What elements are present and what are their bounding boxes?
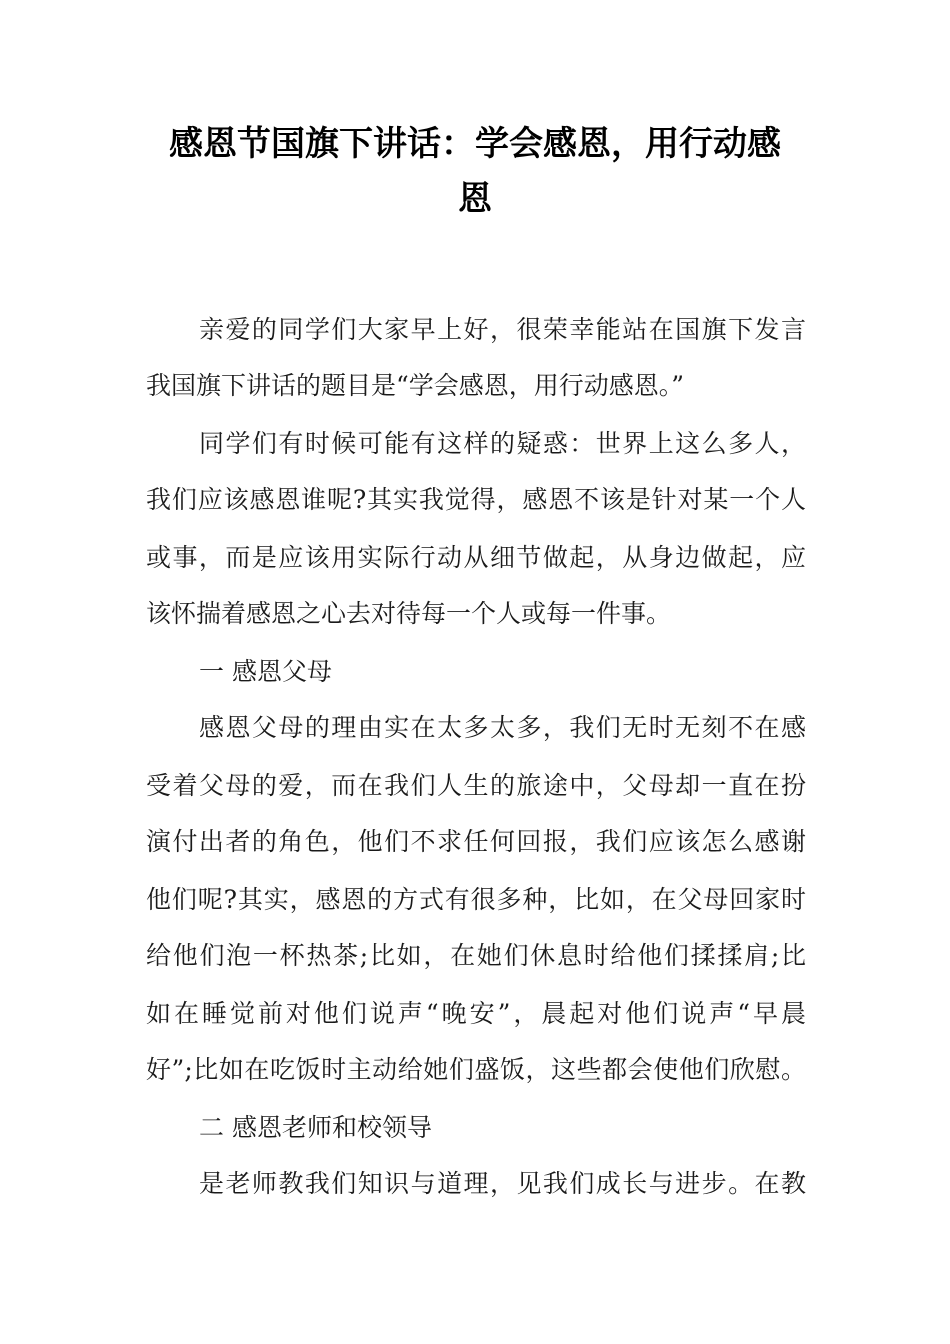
paragraph-parents-line-7: 好”;比如在吃饭时主动给她们盛饭，这些都会使他们欣慰。 bbox=[146, 1055, 806, 1084]
paragraph-parents-line-4: 他们呢?其实，感恩的方式有很多种，比如，在父母回家时 bbox=[146, 885, 806, 914]
paragraph-parents-line-6: 如在睡觉前对他们说声“晚安”，晨起对他们说声“早晨 bbox=[146, 999, 806, 1028]
section-heading-teachers: 二 感恩老师和校领导 bbox=[199, 1113, 432, 1142]
paragraph-teachers-line-1: 是老师教我们知识与道理，见我们成长与进步。在教 bbox=[199, 1169, 806, 1198]
document-title-line-2: 恩 bbox=[458, 179, 492, 219]
paragraph-intro-line-4: 该怀揣着感恩之心去对待每一个人或每一件事。 bbox=[146, 599, 672, 628]
section-heading-parents: 一 感恩父母 bbox=[199, 657, 332, 686]
paragraph-greeting-line-1: 亲爱的同学们大家早上好，很荣幸能站在国旗下发言 bbox=[199, 315, 806, 344]
paragraph-parents-line-3: 演付出者的角色，他们不求任何回报，我们应该怎么感谢 bbox=[146, 827, 806, 856]
paragraph-parents-line-1: 感恩父母的理由实在太多太多，我们无时无刻不在感 bbox=[199, 713, 806, 742]
paragraph-parents-line-2: 受着父母的爱，而在我们人生的旅途中，父母却一直在扮 bbox=[146, 771, 806, 800]
paragraph-intro-line-3: 或事，而是应该用实际行动从细节做起，从身边做起，应 bbox=[146, 543, 806, 572]
paragraph-intro-line-2: 我们应该感恩谁呢?其实我觉得，感恩不该是针对某一个人 bbox=[146, 485, 806, 514]
paragraph-greeting-line-2: 我国旗下讲话的题目是“学会感恩，用行动感恩。” bbox=[146, 371, 685, 400]
paragraph-parents-line-5: 给他们泡一杯热茶;比如，在她们休息时给他们揉揉肩;比 bbox=[146, 941, 806, 970]
paragraph-intro-line-1: 同学们有时候可能有这样的疑惑：世界上这么多人， bbox=[199, 429, 806, 458]
document-title-line-1: 感恩节国旗下讲话：学会感恩，用行动感 bbox=[169, 124, 781, 164]
